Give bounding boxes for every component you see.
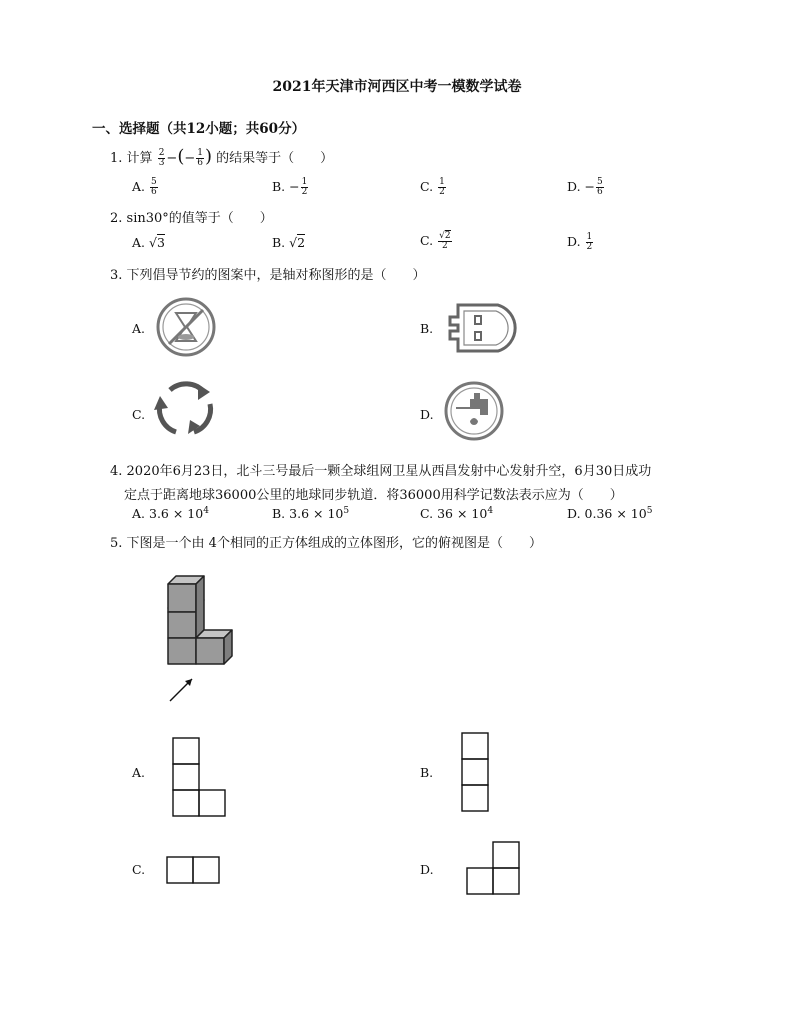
option-value: 36 × 10: [437, 506, 488, 522]
option-value: 3.6 × 10: [289, 506, 344, 522]
q5-option-c-label[interactable]: C.: [132, 862, 146, 877]
fraction-numerator: 1: [197, 148, 203, 158]
fraction-denominator: 6: [197, 158, 203, 168]
option-label: B.: [272, 235, 286, 250]
fraction-denominator: 6: [151, 187, 157, 197]
option-label: C.: [420, 233, 434, 248]
option-label: D.: [567, 179, 581, 194]
question-2-stem: 2. sin30°的值等于（ ）: [110, 211, 273, 226]
page-title: 2021年天津市河西区中考一模数学试卷: [272, 79, 522, 95]
option-label: C.: [420, 506, 434, 522]
option-label: A.: [132, 506, 146, 522]
question-4-line-2: 定点于距离地球36000公里的地球同步轨道．将36000用科学记数法表示应为（ ）: [124, 488, 623, 503]
top-view-option-b-figure: [461, 732, 491, 814]
q5-option-b-label[interactable]: B.: [420, 765, 434, 780]
question-5-stem: 5. 下图是一个由 4个相同的正方体组成的立体图形，它的俯视图是（ ）: [110, 536, 542, 551]
fraction: [301, 178, 309, 197]
negative-sign: −: [184, 151, 196, 166]
q4-option-d[interactable]: [567, 506, 652, 521]
plug-icon: [448, 299, 524, 355]
fraction-numerator: 5: [151, 177, 157, 187]
option-label: B.: [272, 179, 286, 194]
radicand: 3: [156, 235, 165, 250]
fraction-numerator: 2: [158, 148, 165, 158]
question-4-line-1: 4. 2020年6月23日，北斗三号最后一颗全球组网卫星从西昌发射中心发射升空，6月30日成功: [110, 464, 652, 479]
option-sign: −: [289, 179, 300, 194]
q1-option-b[interactable]: [272, 178, 309, 197]
fraction: [586, 233, 594, 252]
question-1-stem: [110, 146, 333, 168]
q4-option-a[interactable]: [132, 506, 209, 521]
q3-option-a-label[interactable]: A.: [132, 321, 146, 336]
q3-option-c-label[interactable]: C.: [132, 407, 146, 422]
right-paren: ): [205, 146, 213, 167]
radicand: 2: [444, 231, 451, 241]
exponent: 5: [343, 506, 350, 516]
fraction-denominator: 2: [439, 187, 445, 197]
q5-option-d-label[interactable]: D.: [420, 862, 434, 877]
radicand: 2: [297, 235, 306, 250]
q1-option-d[interactable]: [567, 178, 605, 197]
q1-option-a[interactable]: [132, 178, 159, 197]
top-view-option-c-figure: [166, 856, 222, 886]
fraction-denominator: 2: [301, 187, 308, 197]
option-label: B.: [272, 506, 286, 522]
option-value: 0.36 × 10: [584, 506, 647, 522]
q4-option-c[interactable]: [420, 506, 493, 521]
fraction: [596, 178, 604, 197]
q2-option-b[interactable]: B. √2: [272, 235, 306, 250]
q5-option-a-label[interactable]: A.: [132, 765, 146, 780]
fraction: [196, 149, 204, 168]
fraction-denominator: 2: [441, 241, 448, 251]
question-1-prefix: 1. 计算: [110, 151, 153, 166]
q2-option-a[interactable]: A. √3: [132, 235, 165, 250]
fraction-numerator: √2: [439, 231, 451, 241]
option-label: A.: [132, 179, 146, 194]
q4-option-b[interactable]: [272, 506, 349, 521]
exponent: 5: [646, 506, 653, 516]
left-paren: (: [177, 146, 185, 167]
option-value: 3.6 × 10: [149, 506, 204, 522]
exponent: 4: [487, 506, 494, 516]
fraction-numerator: 1: [586, 232, 593, 242]
q2-option-d[interactable]: [567, 233, 594, 252]
option-label: A.: [132, 235, 146, 250]
fraction: [158, 149, 166, 168]
fraction: [438, 232, 451, 251]
q1-option-c[interactable]: [420, 178, 447, 197]
question-1-suffix: 的结果等于（ ）: [216, 151, 334, 166]
top-view-option-d-figure: [466, 841, 522, 897]
fraction: [150, 178, 158, 197]
recycle-arrows-icon: [152, 378, 218, 438]
q2-option-c[interactable]: [420, 232, 453, 251]
question-3-stem: 3. 下列倡导节约的图案中，是轴对称图形的是（ ）: [110, 268, 426, 283]
q3-option-d-label[interactable]: D.: [420, 407, 434, 422]
fraction-denominator: 6: [597, 187, 603, 197]
q3-option-b-label[interactable]: B.: [420, 321, 434, 336]
cube-stack-figure: [160, 570, 240, 705]
exponent: 4: [203, 506, 209, 516]
section-heading: 一、选择题（共12小题；共60分）: [92, 121, 306, 137]
option-label: D.: [567, 234, 581, 249]
option-sign: −: [584, 179, 596, 194]
fraction-denominator: 3: [158, 158, 165, 168]
fraction-denominator: 2: [586, 242, 593, 252]
fraction-numerator: 5: [597, 177, 603, 187]
fraction-numerator: 1: [301, 177, 308, 187]
top-view-option-a-figure: [172, 737, 228, 819]
option-label: C.: [420, 179, 434, 194]
water-tap-icon: [444, 381, 504, 441]
hourglass-no-icon: [156, 297, 216, 357]
minus-sign: −: [166, 151, 178, 166]
fraction-numerator: 1: [439, 177, 445, 187]
option-label: D.: [567, 506, 581, 522]
fraction: [438, 178, 446, 197]
